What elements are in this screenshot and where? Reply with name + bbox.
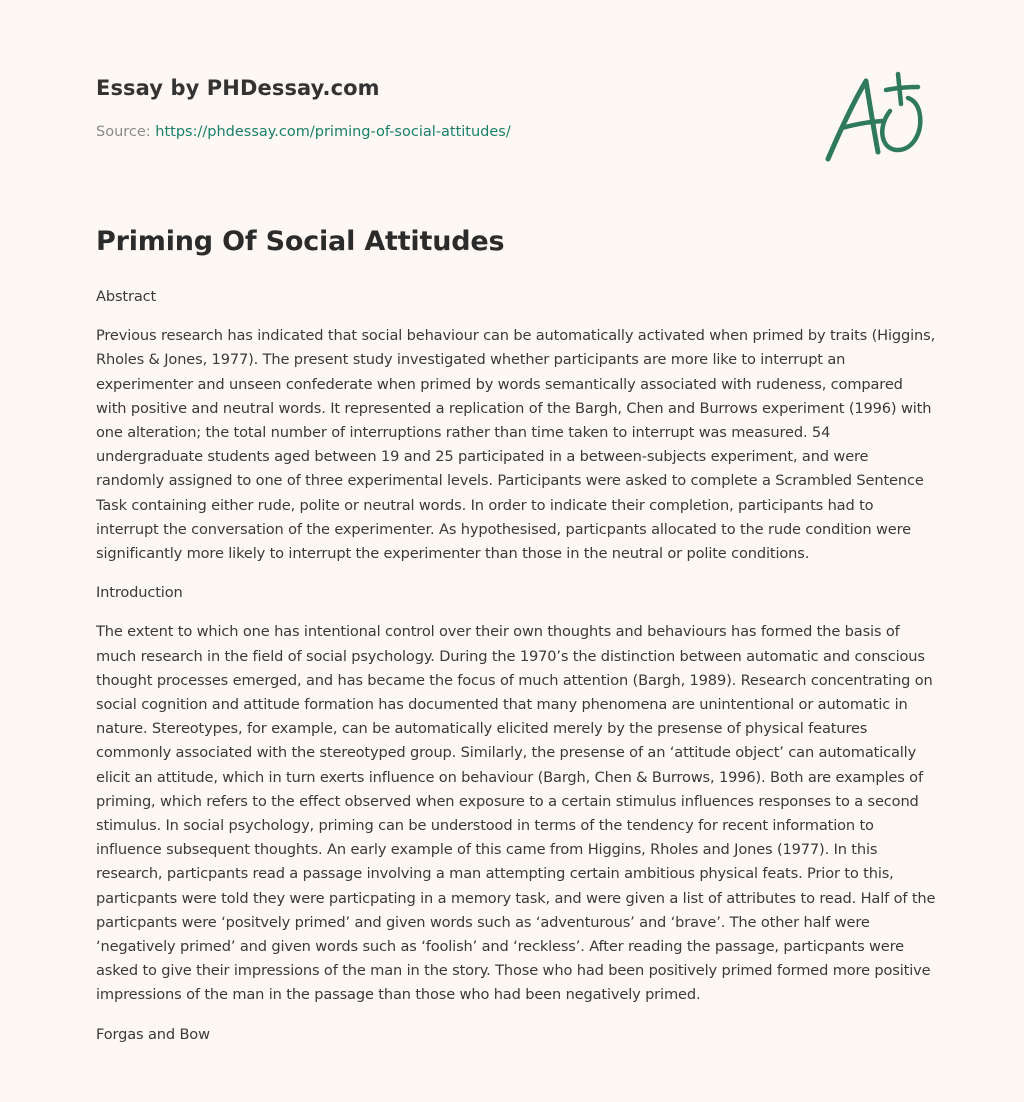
page-header <box>96 0 928 200</box>
introduction-paragraph: The extent to which one has intentional control over their own thoughts and behaviours has formed the basis of much research in the field of social psychology. During the 1970’s the distinction between automatic and conscious thought processes emerged, and has became the focus of much attention (Bargh, 1989). Research concentrating on social cognition and attitude formation has documented that many phenomena are unintentional or automatic in nature. Stereotypes, for example, can be automatically elicited merely by the presense of physical features commonly associated with the stereotyped group. Similarly, the presense of an ‘attitude object’ can automatically elicit an attitude, which in turn exerts influence on behaviour (Bargh, Chen & Burrows, 1996). Both are examples of priming, which refers to the effect observed when exposure to a certain stimulus influences responses to a second stimulus. In social psychology, priming can be understood in terms of the tendency for recent information to influence subsequent thoughts. An early example of this came from Higgins, Rholes and Jones (1977). In this research, particpants read a passage involving a man attempting certain ambitious physical feats. Prior to this, particpants were told they were particpating in a memory task, and were given a list of attributes to read. Half of the particpants were ‘positvely primed’ and given words such as ‘adventurous’ and ‘brave’. The other half were ‘negatively primed’ and given words such as ‘foolish’ and ‘reckless’. After reading the passage, particpants were asked to give their impressions of the man in the story. Those who had been positively primed formed more positive impressions of the man in the passage than those who had been negatively primed. <box>96 623 936 1004</box>
a-plus-logo-icon <box>822 66 932 166</box>
site-brand: Essay by PHDessay.com <box>96 76 380 100</box>
essay-title: Priming Of Social Attitudes <box>96 226 505 257</box>
introduction-heading: Introduction <box>96 584 183 602</box>
abstract-paragraph: Previous research has indicated that social behaviour can be automatically activated when primed by traits (Higgins, Rholes & Jones, 1977). The present study investigated whether participants are more like to interrupt an experimenter and unseen confederate when primed by words semantically associated with rudeness, compared with positive and neutral words. It represented a replication of the Bargh, Chen and Burrows experiment (1996) with one alteration; the total number of interruptions rather than time taken to interrupt was measured. 54 undergraduate students aged between 19 and 25 participated in a between-subjects experiment, and were randomly assigned to one of three experimental levels. Participants were asked to complete a Scrambled Sentence Task containing either rude, polite or neutral words. In order to indicate their completion, participants had to interrupt the conversation of the experimenter. As hypothesised, particpants allocated to the rude condition were significantly more likely to interrupt the experimenter than those in the neutral or polite conditions. <box>96 327 936 563</box>
forgas-heading: Forgas and Bow <box>96 1025 210 1043</box>
abstract-heading: Abstract <box>96 288 157 305</box>
source-label: Source: <box>96 124 156 140</box>
source-line <box>96 124 511 140</box>
source-link[interactable]: https://phdessay.com/priming-of-social-attitudes/ <box>155 124 511 140</box>
essay-body <box>96 285 936 1062</box>
